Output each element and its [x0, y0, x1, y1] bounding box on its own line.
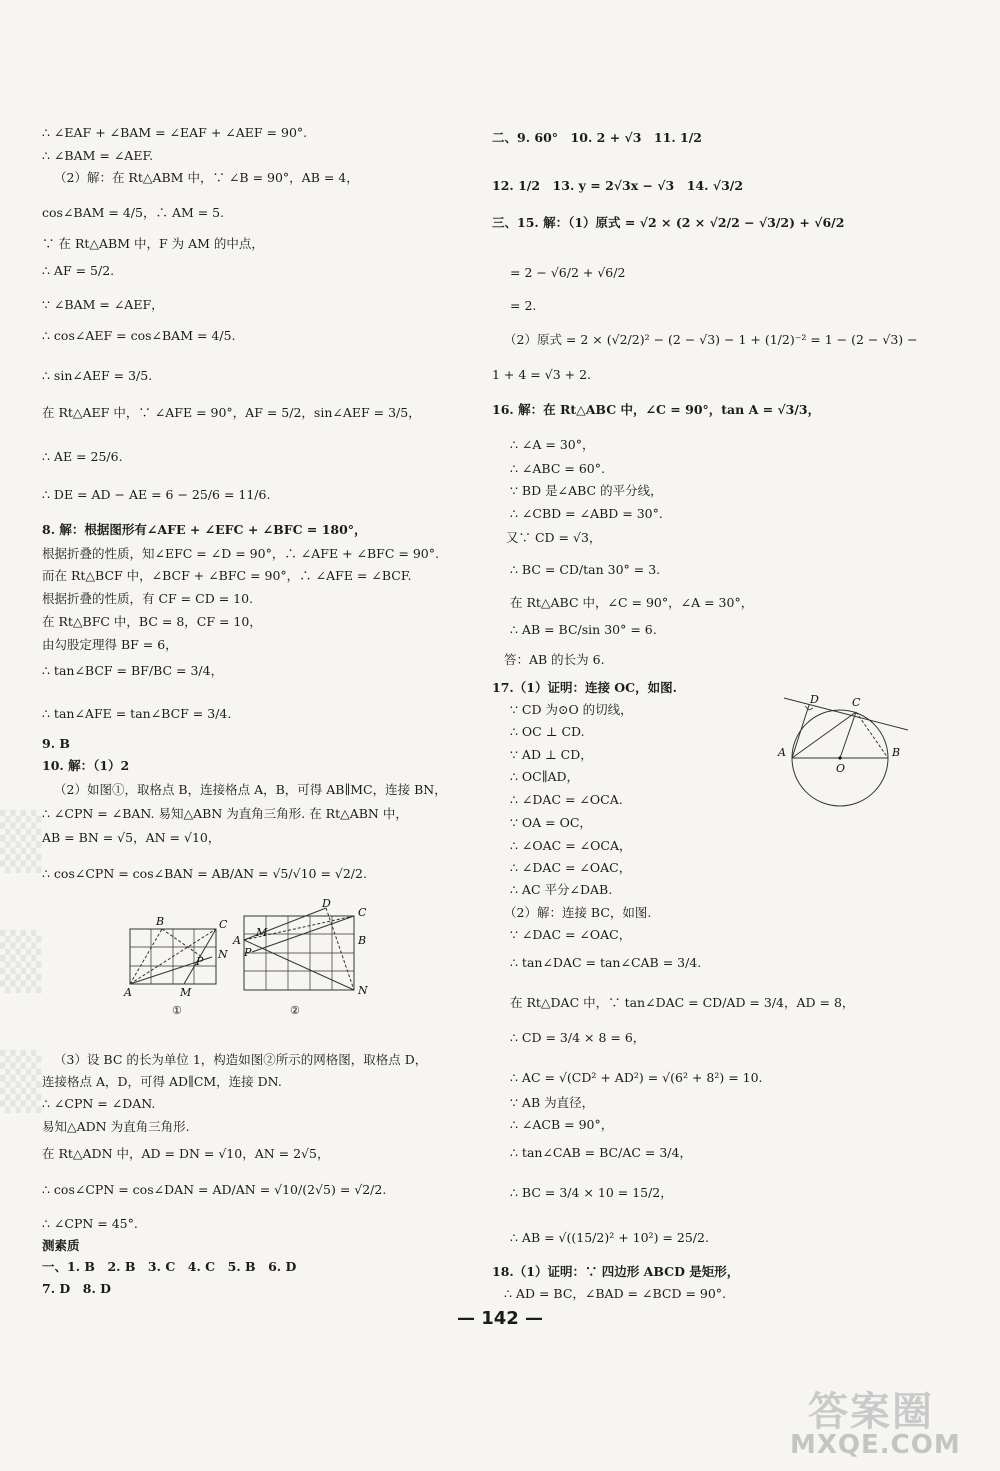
grid1-label: A — [124, 986, 132, 999]
left-text-line: 在 Rt△AEF 中，∵ ∠AFE = 90°，AF = 5/2，sin∠AEF = 3/5， — [42, 405, 421, 420]
right-text-line: ∴ tan∠CAB = BC/AC = 3/4， — [510, 1145, 692, 1160]
right-text-line: 在 Rt△ABC 中，∠C = 90°，∠A = 30°， — [510, 595, 754, 610]
left-text-line: 连接格点 A，D，可得 AD∥CM，连接 DN. — [42, 1074, 282, 1089]
right-text-line: ∴ ∠DAC = ∠OCA. — [510, 792, 623, 807]
circle-label: D — [810, 693, 819, 706]
right-text-line: ∴ ∠ACB = 90°， — [510, 1117, 614, 1132]
left-text-line: cos∠BAM = 4/5，∴ AM = 5. — [42, 205, 225, 220]
right-text-line: ∴ AB = BC/sin 30° = 6. — [510, 622, 657, 637]
left-text-line: ∴ ∠BAM = ∠AEF. — [42, 148, 154, 163]
circle-label: O — [836, 762, 846, 775]
left-text-line: ∵ ∠BAM = ∠AEF， — [42, 297, 164, 312]
left-text-line: ∴ cos∠AEF = cos∠BAM = 4/5. — [42, 328, 236, 343]
right-text-line: ∴ ∠CBD = ∠ABD = 30°. — [510, 506, 663, 521]
left-text-line: ∴ AE = 25/6. — [42, 449, 123, 464]
grid2-label: D — [322, 897, 331, 910]
circle-figure — [772, 690, 914, 822]
left-text-line: 9. B — [42, 736, 70, 751]
left-text-line: ∴ DE = AD − AE = 6 − 25/6 = 11/6. — [42, 487, 271, 502]
grid2-caption: ② — [290, 1004, 300, 1017]
grid1-label: C — [219, 918, 228, 931]
left-text-line: ∴ ∠CPN = ∠BAN. 易知△ABN 为直角三角形. 在 Rt△ABN 中， — [42, 806, 408, 821]
right-text-line: ∵ ∠DAC = ∠OAC， — [510, 927, 632, 942]
page-number: — 142 — — [456, 1308, 544, 1329]
grid-figure-1 — [122, 912, 234, 1020]
right-text-line: ∴ OC ⊥ CD. — [510, 724, 585, 739]
right-text-line: = 2. — [510, 298, 537, 313]
right-text-line: ∵ AB 为直径， — [510, 1095, 595, 1110]
right-text-line: ∴ AC 平分∠DAB. — [510, 882, 613, 897]
right-text-line: ∴ ∠ABC = 60°. — [510, 461, 605, 476]
right-text-line: ∴ AC = √(CD² + AD²) = √(6² + 8²) = 10. — [510, 1070, 763, 1085]
left-text-line: 10. 解：（1）2 — [42, 758, 130, 773]
right-text-line: 12. 1/2 13. y = 2√3x − √3 14. √3/2 — [492, 178, 744, 193]
left-text-line: ∴ cos∠CPN = cos∠DAN = AD/AN = √10/(2√5) = √2/2. — [42, 1182, 387, 1197]
grid1-caption: ① — [172, 1004, 182, 1017]
right-text-line: ∵ CD 为⊙O 的切线， — [510, 702, 633, 717]
right-text-line: ∴ AB = √((15/2)² + 10²) = 25/2. — [510, 1230, 709, 1245]
right-text-line: ∵ AD ⊥ CD， — [510, 747, 593, 762]
grid2-label: B — [358, 934, 367, 947]
grid1-label: N — [218, 948, 228, 961]
left-text-line: AB = BN = √5，AN = √10， — [42, 830, 221, 845]
right-text-line: （2）解：连接 BC，如图. — [504, 905, 652, 920]
right-text-line: ∴ ∠OAC = ∠OCA， — [510, 838, 632, 853]
right-text-line: 三、15. 解：（1）原式 = √2 × (2 × √2/2 − √3/2) + √6/2 — [492, 215, 845, 230]
circle-label: C — [852, 696, 861, 709]
left-text-line: 易知△ADN 为直角三角形. — [42, 1119, 190, 1134]
left-text-line: 在 Rt△ADN 中，AD = DN = √10，AN = 2√5， — [42, 1146, 330, 1161]
left-text-line: 7. D 8. D — [42, 1281, 111, 1296]
right-text-line: ∴ tan∠DAC = tan∠CAB = 3/4. — [510, 955, 702, 970]
sidebar-watermark: ▒ — [0, 810, 42, 873]
left-text-line: ∴ tan∠BCF = BF/BC = 3/4， — [42, 663, 224, 678]
site-watermark — [790, 1380, 990, 1462]
right-text-line: ∴ BC = CD/tan 30° = 3. — [510, 562, 661, 577]
right-text-line: ∴ AD = BC，∠BAD = ∠BCD = 90°. — [504, 1286, 727, 1301]
left-text-line: （3）设 BC 的长为单位 1，构造如图②所示的网格图，取格点 D， — [54, 1052, 428, 1067]
left-text-line: 根据折叠的性质，知∠EFC = ∠D = 90°，∴ ∠AFE + ∠BFC = 90°. — [42, 546, 439, 561]
left-text-line: 根据折叠的性质，有 CF = CD = 10. — [42, 591, 254, 606]
right-text-line: 1 + 4 = √3 + 2. — [492, 367, 592, 382]
grid1-label: P — [196, 955, 204, 968]
grid1-label: M — [180, 986, 192, 999]
right-text-line: ∵ OA = OC， — [510, 815, 592, 830]
left-text-line: ∴ ∠CPN = 45°. — [42, 1216, 138, 1231]
grid2-label: P — [244, 946, 252, 959]
grid2-label: M — [256, 926, 268, 939]
watermark-logo-text: 答案圈 — [808, 1389, 934, 1435]
right-text-line: 17.（1）证明：连接 OC，如图. — [492, 680, 677, 695]
right-text-line: 18.（1）证明：∵ 四边形 ABCD 是矩形， — [492, 1264, 740, 1279]
watermark-url: MXQE.COM — [790, 1430, 961, 1460]
grid2-label: C — [358, 906, 367, 919]
right-text-line: ∴ BC = 3/4 × 10 = 15/2， — [510, 1185, 673, 1200]
left-text-line: ∴ ∠CPN = ∠DAN. — [42, 1096, 156, 1111]
right-text-line: 16. 解：在 Rt△ABC 中，∠C = 90°，tan A = √3/3， — [492, 402, 821, 417]
grid1-label: B — [156, 915, 165, 928]
right-text-line: ∴ CD = 3/4 × 8 = 6， — [510, 1030, 646, 1045]
right-text-line: （2）原式 = 2 × (√2/2)² − (2 − √3) − 1 + (1/2)⁻² = 1 − (2 − √3) − — [504, 332, 918, 347]
left-text-line: （2）解：在 Rt△ABM 中，∵ ∠B = 90°，AB = 4， — [54, 170, 359, 185]
right-text-line: = 2 − √6/2 + √6/2 — [510, 265, 626, 280]
left-text-line: ∴ ∠EAF + ∠BAM = ∠EAF + ∠AEF = 90°. — [42, 125, 308, 140]
left-text-line: 8. 解：根据图形有∠AFE + ∠EFC + ∠BFC = 180°， — [42, 522, 367, 537]
right-text-line: ∵ BD 是∠ABC 的平分线， — [510, 483, 663, 498]
grid2-label: A — [233, 934, 241, 947]
left-text-line: 一、1. B 2. B 3. C 4. C 5. B 6. D — [42, 1259, 297, 1274]
circle-label: A — [778, 746, 786, 759]
right-text-line: ∴ ∠A = 30°， — [510, 437, 595, 452]
right-text-line: 在 Rt△DAC 中，∵ tan∠DAC = CD/AD = 3/4，AD = 8， — [510, 995, 855, 1010]
left-text-line: ∴ AF = 5/2. — [42, 263, 115, 278]
right-text-line: ∴ OC∥AD， — [510, 769, 580, 784]
left-text-line: 在 Rt△BFC 中，BC = 8，CF = 10， — [42, 614, 262, 629]
left-text-line: ∴ sin∠AEF = 3/5. — [42, 368, 153, 383]
left-text-line: （2）如图①，取格点 B，连接格点 A，B，可得 AB∥MC，连接 BN， — [54, 782, 447, 797]
circle-label: B — [892, 746, 901, 759]
right-text-line: 答：AB 的长为 6. — [504, 652, 605, 667]
right-text-line: 二、9. 60° 10. 2 + √3 11. 1/2 — [492, 130, 702, 145]
left-text-line: ∴ tan∠AFE = tan∠BCF = 3/4. — [42, 706, 232, 721]
grid-figure-2 — [232, 896, 380, 1020]
left-text-line: 测素质 — [42, 1238, 80, 1253]
right-text-line: ∴ ∠DAC = ∠OAC， — [510, 860, 632, 875]
right-text-line: 又∵ CD = √3， — [506, 530, 602, 545]
sidebar-watermark: ▒ — [0, 930, 42, 993]
grid2-label: N — [358, 984, 368, 997]
left-text-line: 由勾股定理得 BF = 6， — [42, 637, 178, 652]
left-text-line: 而在 Rt△BCF 中，∠BCF + ∠BFC = 90°，∴ ∠AFE = ∠BCF. — [42, 568, 412, 583]
left-text-line: ∵ 在 Rt△ABM 中，F 为 AM 的中点， — [42, 236, 264, 251]
sidebar-watermark: ▒ — [0, 1050, 42, 1113]
left-text-line: ∴ cos∠CPN = cos∠BAN = AB/AN = √5/√10 = √2/2. — [42, 866, 367, 881]
